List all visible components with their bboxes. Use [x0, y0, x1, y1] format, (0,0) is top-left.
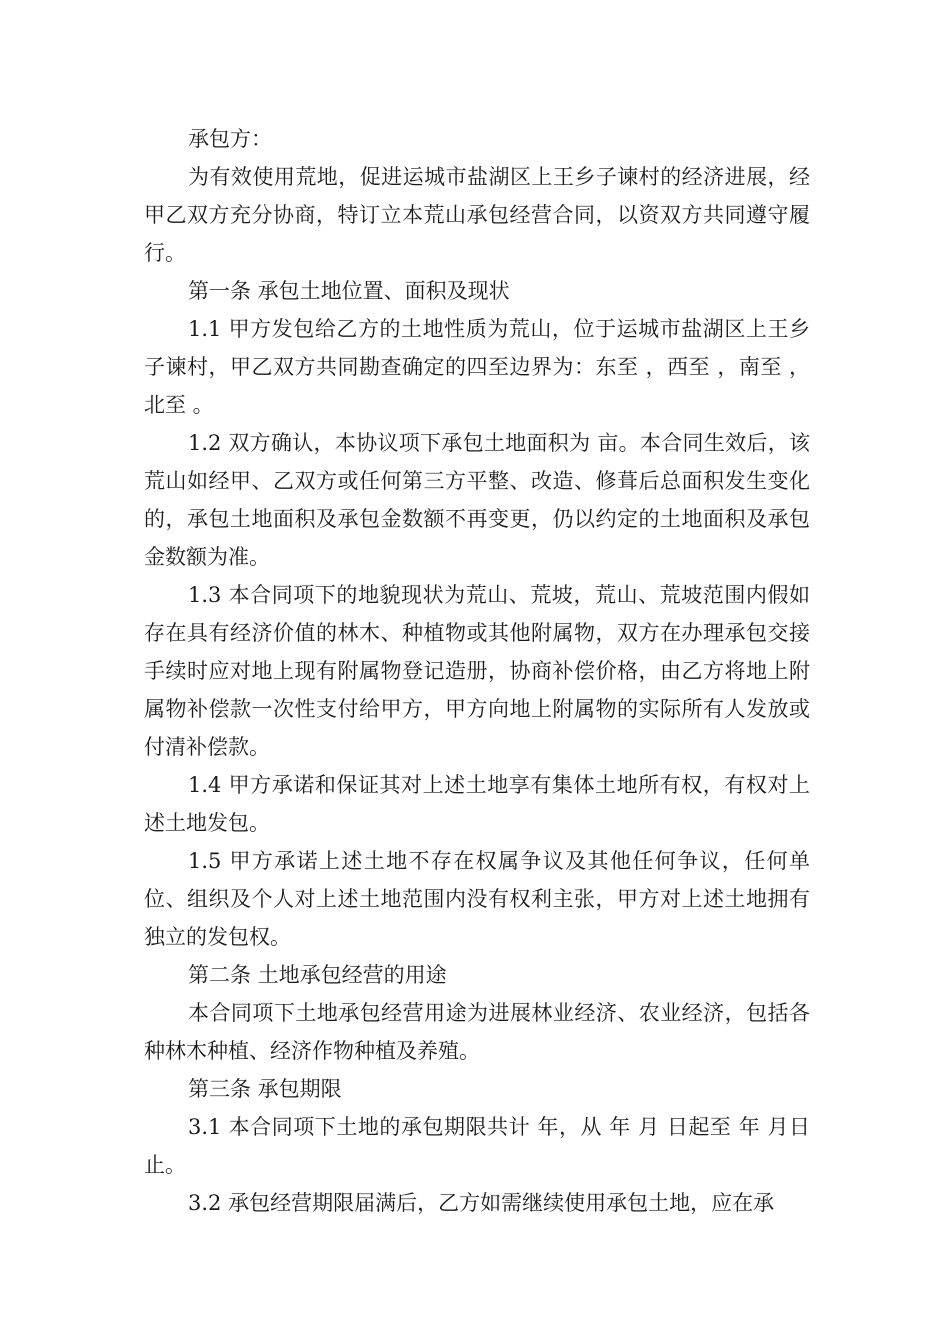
article-2-body: 本合同项下土地承包经营用途为进展林业经济、农业经济，包括各种林木种植、经济作物种植及养殖。 [144, 1001, 810, 1063]
clause-1-5: 1.5 甲方承诺上述土地不存在权属争议及其他任何争议，任何单位、组织及个人对上述土地范围内没有权利主张，甲方对上述土地拥有独立的发包权。 [144, 849, 810, 949]
contractor-label: 承包方： [188, 127, 272, 151]
contract-page [144, 120, 810, 1222]
clause-3-2: 3.2 承包经营期限届满后，乙方如需继续使用承包土地，应在承 [188, 1191, 775, 1215]
preamble-paragraph: 为有效使用荒地，促进运城市盐湖区上王乡子谏村的经济进展，经甲乙双方充分协商，特订立本荒山承包经营合同，以资双方共同遵守履行。 [144, 165, 810, 265]
clause-1-3: 1.3 本合同项下的地貌现状为荒山、荒坡，荒山、荒坡范围内假如存在具有经济价值的林木、种植物或其他附属物，双方在办理承包交接手续时应对地上现有附属物登记造册，协商补偿价格，由乙方将地上附属物补偿款一次性支付给甲方，甲方向地上附属物的实际所有人发放或付清补偿款。 [144, 583, 810, 759]
article-1-heading: 第一条 承包土地位置、面积及现状 [188, 279, 510, 303]
clause-1-1: 1.1 甲方发包给乙方的土地性质为荒山，位于运城市盐湖区上王乡子谏村，甲乙双方共同勘查确定的四至边界为：东至 ，西至 ，南至 ，北至 。 [144, 317, 810, 417]
article-2-heading: 第二条 土地承包经营的用途 [188, 963, 447, 987]
clause-1-2: 1.2 双方确认，本协议项下承包土地面积为 亩。本合同生效后，该荒山如经甲、乙双方或任何第三方平整、改造、修葺后总面积发生变化的，承包土地面积及承包金数额不再变更，仍以约定的土地面积及承包金数额为准。 [144, 431, 810, 569]
clause-1-4: 1.4 甲方承诺和保证其对上述土地享有集体土地所有权，有权对上述土地发包。 [144, 773, 810, 835]
article-3-heading: 第三条 承包期限 [188, 1077, 342, 1101]
clause-3-1: 3.1 本合同项下土地的承包期限共计 年，从 年 月 日起至 年 月日止。 [144, 1115, 810, 1177]
